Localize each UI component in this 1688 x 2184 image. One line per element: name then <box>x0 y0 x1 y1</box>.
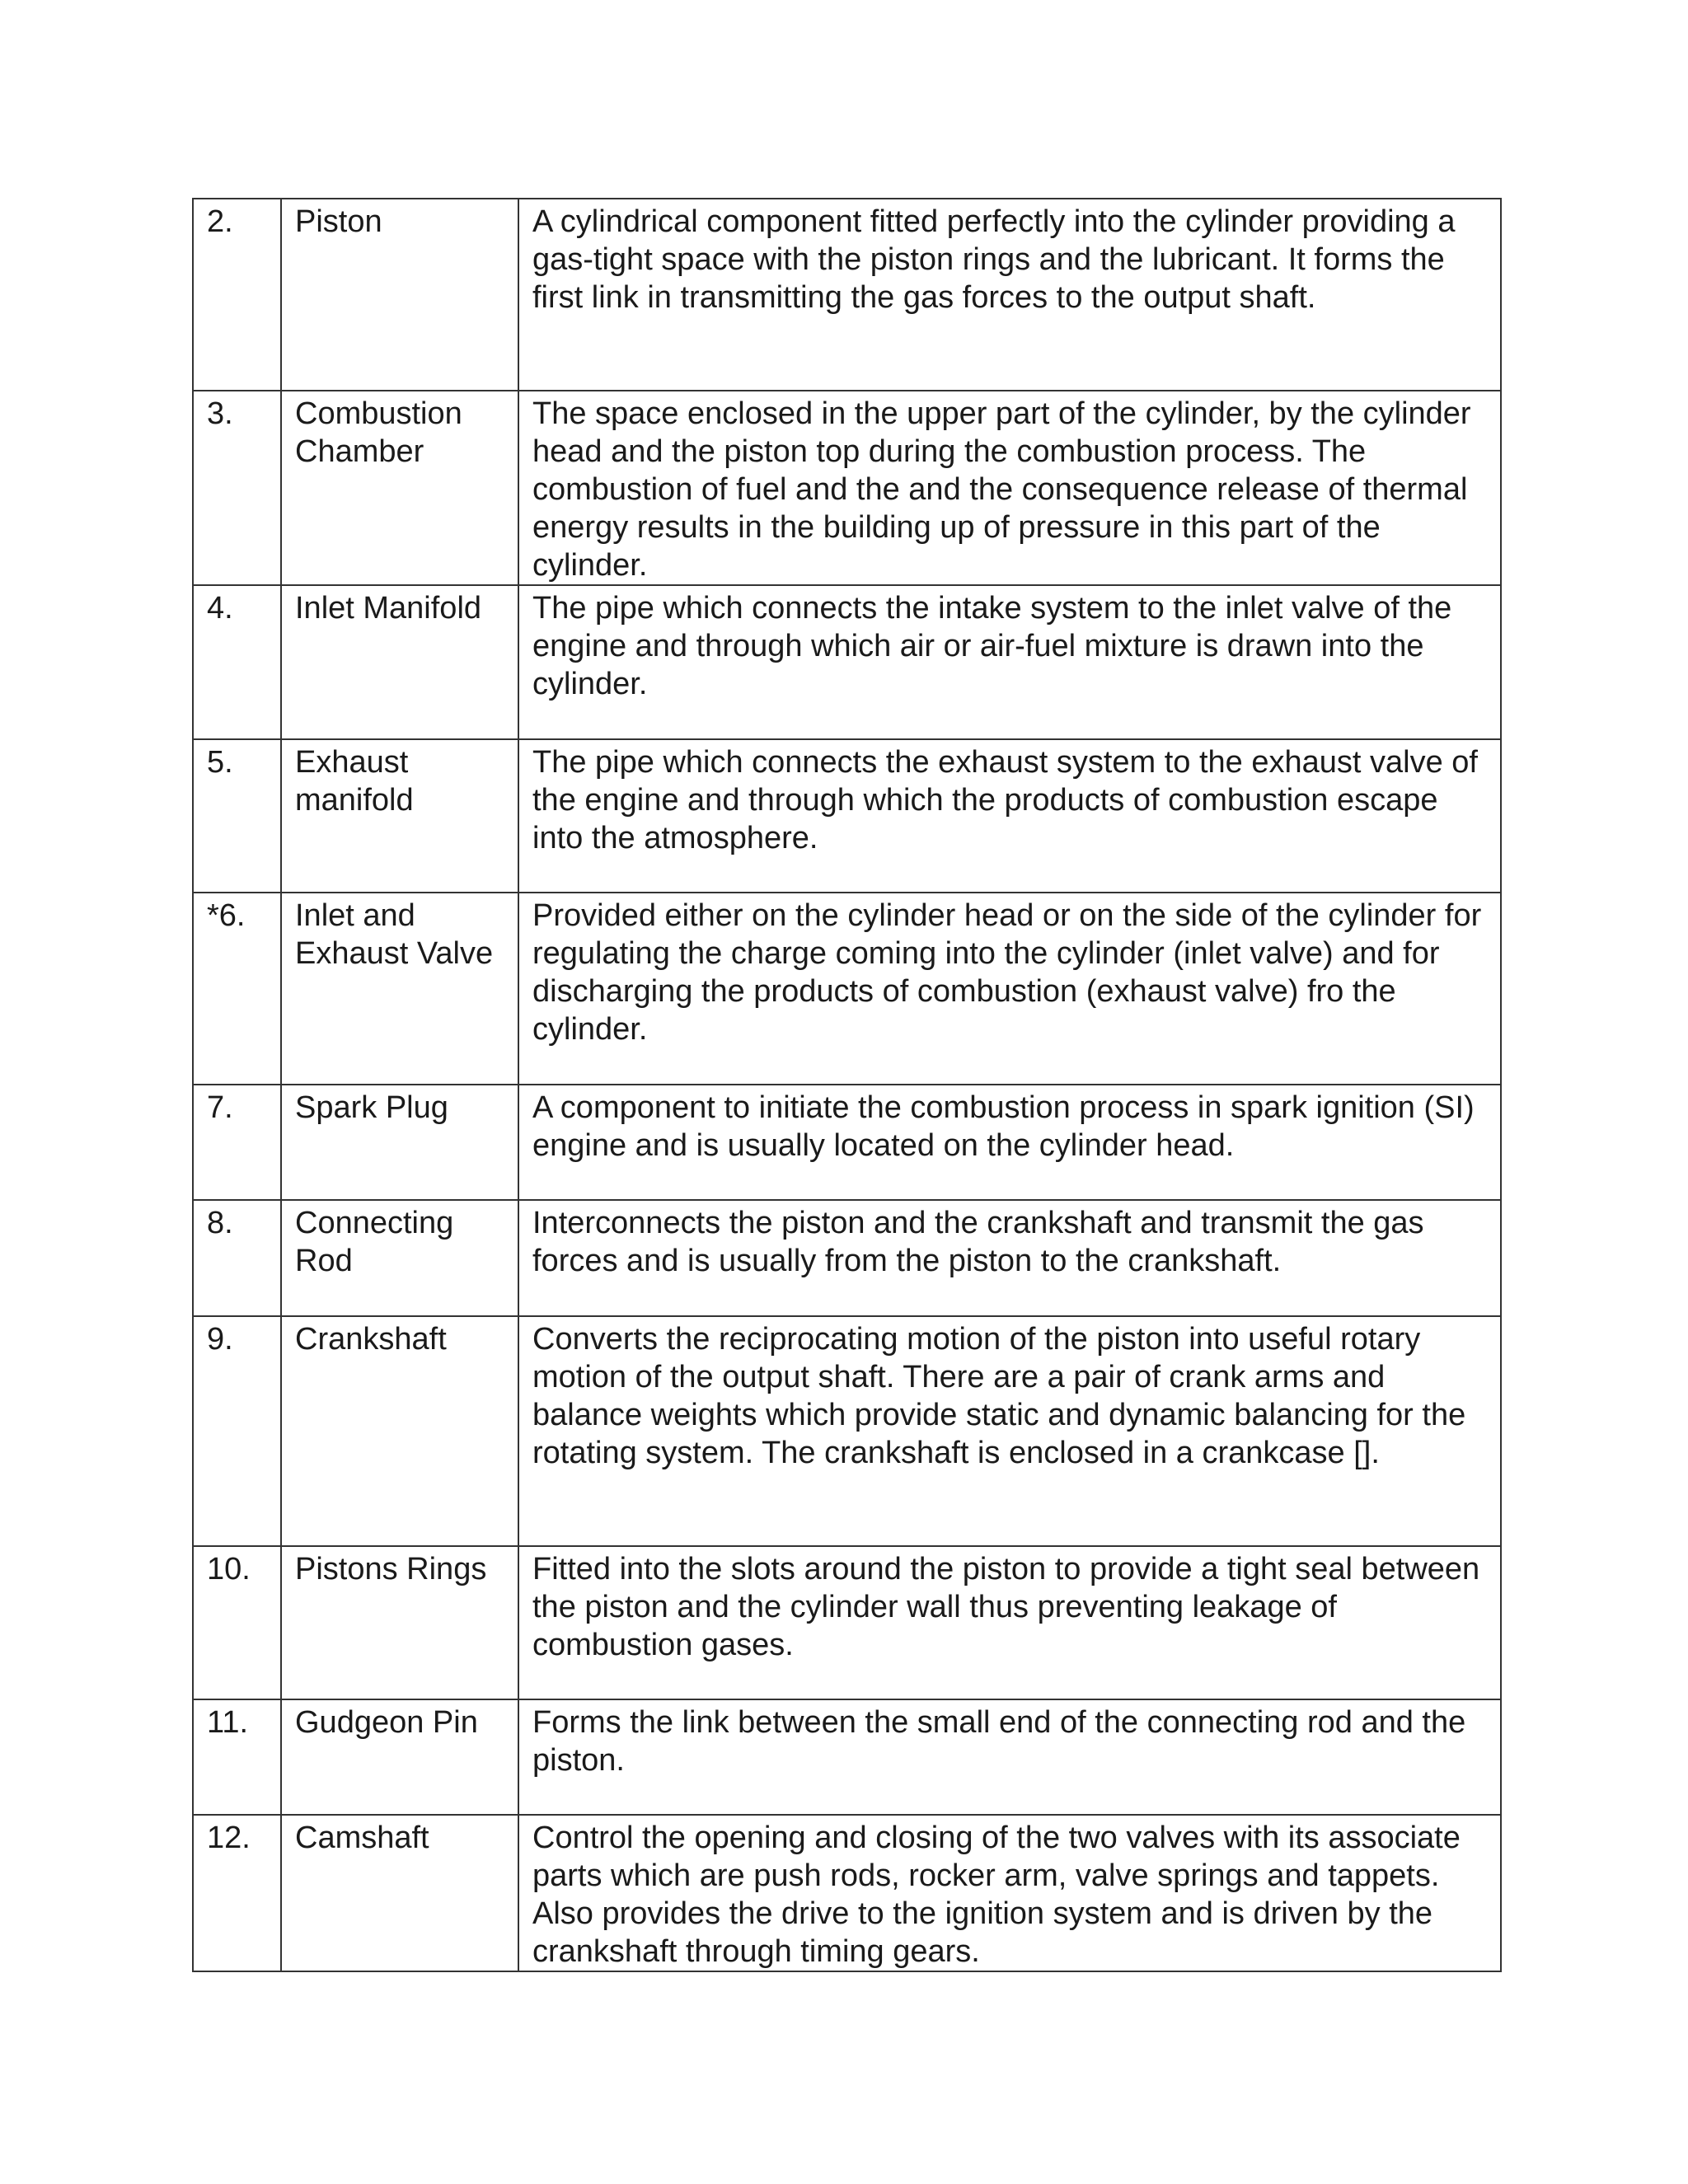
component-name: Crankshaft <box>281 1316 518 1546</box>
row-number: 2. <box>193 199 281 391</box>
row-number: 3. <box>193 391 281 585</box>
row-number: 5. <box>193 739 281 893</box>
component-definition: The pipe which connects the exhaust system to the exhaust valve of the engine and through which the products of combustion escape into the atmosphere. <box>518 739 1501 893</box>
component-name: Inlet and Exhaust Valve <box>281 893 518 1085</box>
component-definition: Interconnects the piston and the crankshaft and transmit the gas forces and is usually from the piston to the crankshaft. <box>518 1200 1501 1316</box>
component-name: Exhaust manifold <box>281 739 518 893</box>
table-row <box>193 893 1501 1085</box>
component-name: Inlet Manifold <box>281 585 518 739</box>
table-row <box>193 585 1501 739</box>
component-name: Piston <box>281 199 518 391</box>
component-name: Connecting Rod <box>281 1200 518 1316</box>
row-number: *6. <box>193 893 281 1085</box>
table-row <box>193 199 1501 391</box>
row-number: 10. <box>193 1546 281 1699</box>
table-row <box>193 1316 1501 1546</box>
component-definition: A cylindrical component fitted perfectly into the cylinder providing a gas-tight space with the piston rings and the lubricant. It forms the first link in transmitting the gas forces to the output shaft. <box>518 199 1501 391</box>
component-name: Pistons Rings <box>281 1546 518 1699</box>
component-definition: A component to initiate the combustion process in spark ignition (SI) engine and is usually located on the cylinder head. <box>518 1085 1501 1200</box>
table-row <box>193 1200 1501 1316</box>
component-name: Camshaft <box>281 1815 518 1971</box>
component-definition: Fitted into the slots around the piston to provide a tight seal between the piston and the cylinder wall thus preventing leakage of combustion gases. <box>518 1546 1501 1699</box>
row-number: 11. <box>193 1699 281 1815</box>
table-row <box>193 1085 1501 1200</box>
component-definition: Provided either on the cylinder head or on the side of the cylinder for regulating the charge coming into the cylinder (inlet valve) and for discharging the products of combustion (exhaust valve) fro the cylinder. <box>518 893 1501 1085</box>
table-row <box>193 1815 1501 1971</box>
component-definition: The pipe which connects the intake system to the inlet valve of the engine and through which air or air-fuel mixture is drawn into the cylinder. <box>518 585 1501 739</box>
component-name: Combustion Chamber <box>281 391 518 585</box>
component-definition: Converts the reciprocating motion of the piston into useful rotary motion of the output shaft. There are a pair of crank arms and balance weights which provide static and dynamic balancing for the rotating system. The crankshaft is enclosed in a crankcase []. <box>518 1316 1501 1546</box>
row-number: 8. <box>193 1200 281 1316</box>
row-number: 4. <box>193 585 281 739</box>
table-row <box>193 1699 1501 1815</box>
table-row <box>193 391 1501 585</box>
table-row <box>193 1546 1501 1699</box>
row-number: 7. <box>193 1085 281 1200</box>
component-name: Spark Plug <box>281 1085 518 1200</box>
table-row <box>193 739 1501 893</box>
row-number: 12. <box>193 1815 281 1971</box>
component-definition: Forms the link between the small end of the connecting rod and the piston. <box>518 1699 1501 1815</box>
component-definition: The space enclosed in the upper part of the cylinder, by the cylinder head and the piston top during the combustion process. The combustion of fuel and the and the consequence release of thermal energy results in the building up of pressure in this part of the cylinder. <box>518 391 1501 585</box>
component-definition: Control the opening and closing of the two valves with its associate parts which are push rods, rocker arm, valve springs and tappets. Also provides the drive to the ignition system and is driven by the crankshaft through timing gears. <box>518 1815 1501 1971</box>
engine-components-table <box>192 198 1502 1972</box>
component-name: Gudgeon Pin <box>281 1699 518 1815</box>
row-number: 9. <box>193 1316 281 1546</box>
